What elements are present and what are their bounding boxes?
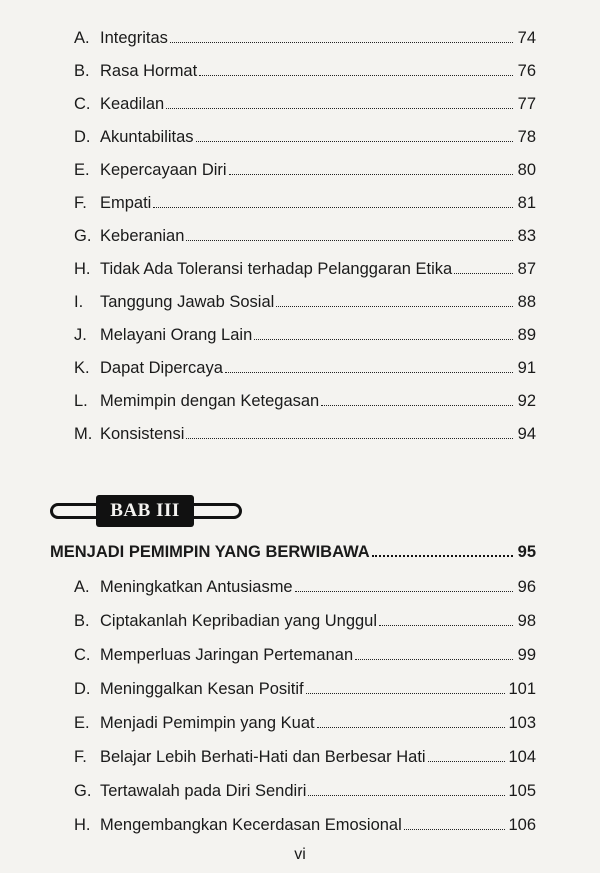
dot-leader — [355, 659, 513, 660]
dot-leader — [276, 306, 513, 307]
toc-entry-berhati-hati — [74, 743, 536, 767]
toc-entry-tanggung-jawab-sosial — [74, 288, 536, 312]
dot-leader — [166, 108, 513, 109]
toc-title: Integritas — [100, 29, 168, 47]
toc-page-number: 74 — [517, 29, 536, 47]
toc-letter: G. — [74, 782, 92, 800]
toc-page-number: 103 — [508, 714, 536, 732]
toc-letter: M. — [74, 425, 93, 443]
dot-leader — [225, 372, 513, 373]
toc-letter: J. — [74, 326, 87, 344]
toc-entry-kesan-positif — [74, 675, 536, 699]
toc-entry-dapat-dipercaya — [74, 354, 536, 378]
toc-page-number: 83 — [517, 227, 536, 245]
dot-leader — [186, 438, 513, 439]
toc-title: Mengembangkan Kecerdasan Emosional — [100, 816, 402, 834]
dot-leader — [186, 240, 513, 241]
dot-leader — [295, 591, 513, 592]
dot-leader — [379, 625, 513, 626]
toc-page-number: 80 — [517, 161, 536, 179]
toc-title: Keberanian — [100, 227, 185, 245]
toc-title: Tertawalah pada Diri Sendiri — [100, 782, 307, 800]
toc-letter: A. — [74, 578, 90, 596]
toc-entry-memimpin-ketegasan — [74, 387, 536, 411]
toc-page-number: 99 — [517, 646, 536, 664]
toc-title: Akuntabilitas — [100, 128, 194, 146]
toc-page-number: 77 — [517, 95, 536, 113]
toc-page-number: 101 — [508, 680, 536, 698]
dot-leader — [229, 174, 513, 175]
toc-page-number: 105 — [508, 782, 536, 800]
toc-title: Ciptakanlah Kepribadian yang Unggul — [100, 612, 378, 630]
toc-title: Meninggalkan Kesan Positif — [100, 680, 304, 698]
toc-page-number: 78 — [517, 128, 536, 146]
toc-title: Keadilan — [100, 95, 165, 113]
page-folio: vi — [294, 846, 306, 863]
toc-entry-kepercayaan-diri — [74, 156, 536, 180]
toc-entry-toleransi — [74, 255, 536, 279]
chapter-badge — [50, 495, 244, 531]
toc-page-number: 76 — [517, 62, 536, 80]
toc-entry-tertawalah — [74, 777, 536, 801]
toc-title: Kepercayaan Diri — [100, 161, 227, 179]
toc-title: Menjadi Pemimpin yang Kuat — [100, 714, 315, 732]
dot-leader — [254, 339, 513, 340]
dot-leader — [306, 693, 506, 694]
toc-page-number: 94 — [517, 425, 536, 443]
toc-page-number: 92 — [517, 392, 536, 410]
toc-entry-antusiasme — [74, 573, 536, 597]
chapter-page-number: 95 — [517, 543, 536, 561]
dot-leader — [321, 405, 513, 406]
toc-letter: F. — [74, 748, 87, 766]
dot-leader — [308, 795, 505, 796]
toc-entry-kecerdasan-emosional — [74, 811, 536, 835]
dot-leader — [428, 761, 506, 762]
toc-letter: L. — [74, 392, 88, 410]
toc-title: Belajar Lebih Berhati-Hati dan Berbesar Hati — [100, 748, 426, 766]
dot-leader — [372, 555, 513, 557]
toc-title: Meningkatkan Antusiasme — [100, 578, 293, 596]
toc-title: Memimpin dengan Ketegasan — [100, 392, 320, 410]
toc-letter: H. — [74, 816, 91, 834]
dot-leader — [170, 42, 513, 43]
toc-entry-melayani-orang-lain — [74, 321, 536, 345]
chapter-heading — [50, 538, 536, 562]
toc-entry-akuntabilitas — [74, 123, 536, 147]
toc-title: Rasa Hormat — [100, 62, 198, 80]
toc-title: Melayani Orang Lain — [100, 326, 253, 344]
toc-title: Tidak Ada Toleransi terhadap Pelanggaran Etika — [100, 260, 453, 278]
toc-entry-keberanian — [74, 222, 536, 246]
toc-page-number: 89 — [517, 326, 536, 344]
dot-leader — [153, 207, 513, 208]
dot-leader — [196, 141, 513, 142]
toc-letter: A. — [74, 29, 90, 47]
toc-page-number: 96 — [517, 578, 536, 596]
toc-page-number: 81 — [517, 194, 536, 212]
toc-page-number: 87 — [517, 260, 536, 278]
toc-page-number: 104 — [508, 748, 536, 766]
toc-letter: B. — [74, 62, 90, 80]
dot-leader — [199, 75, 513, 76]
toc-letter: D. — [74, 680, 91, 698]
toc-letter: B. — [74, 612, 90, 630]
dot-leader — [317, 727, 506, 728]
toc-letter: C. — [74, 646, 91, 664]
toc-entry-keadilan — [74, 90, 536, 114]
toc-letter: G. — [74, 227, 92, 245]
toc-entry-pemimpin-kuat — [74, 709, 536, 733]
toc-title: Dapat Dipercaya — [100, 359, 223, 377]
toc-letter: D. — [74, 128, 91, 146]
chapter-badge-label: BAB III — [96, 495, 194, 527]
dot-leader — [454, 273, 513, 274]
toc-letter: E. — [74, 161, 90, 179]
toc-title: Tanggung Jawab Sosial — [100, 293, 275, 311]
toc-entry-kepribadian-unggul — [74, 607, 536, 631]
toc-letter: K. — [74, 359, 90, 377]
toc-page-number: 98 — [517, 612, 536, 630]
toc-letter: H. — [74, 260, 91, 278]
toc-letter: I. — [74, 293, 84, 311]
toc-page-number: 88 — [517, 293, 536, 311]
toc-page-number: 106 — [508, 816, 536, 834]
toc-entry-konsistensi — [74, 420, 536, 444]
toc-entry-empati — [74, 189, 536, 213]
toc-title: Konsistensi — [100, 425, 185, 443]
chapter-title: MENJADI PEMIMPIN YANG BERWIBAWA — [50, 543, 370, 561]
toc-page-number: 91 — [517, 359, 536, 377]
toc-letter: C. — [74, 95, 91, 113]
toc-title: Memperluas Jaringan Pertemanan — [100, 646, 354, 664]
toc-entry-integritas — [74, 24, 536, 48]
toc-title: Empati — [100, 194, 152, 212]
toc-letter: F. — [74, 194, 87, 212]
toc-entry-jaringan-pertemanan — [74, 641, 536, 665]
toc-letter: E. — [74, 714, 90, 732]
toc-entry-rasa-hormat — [74, 57, 536, 81]
dot-leader — [404, 829, 506, 830]
